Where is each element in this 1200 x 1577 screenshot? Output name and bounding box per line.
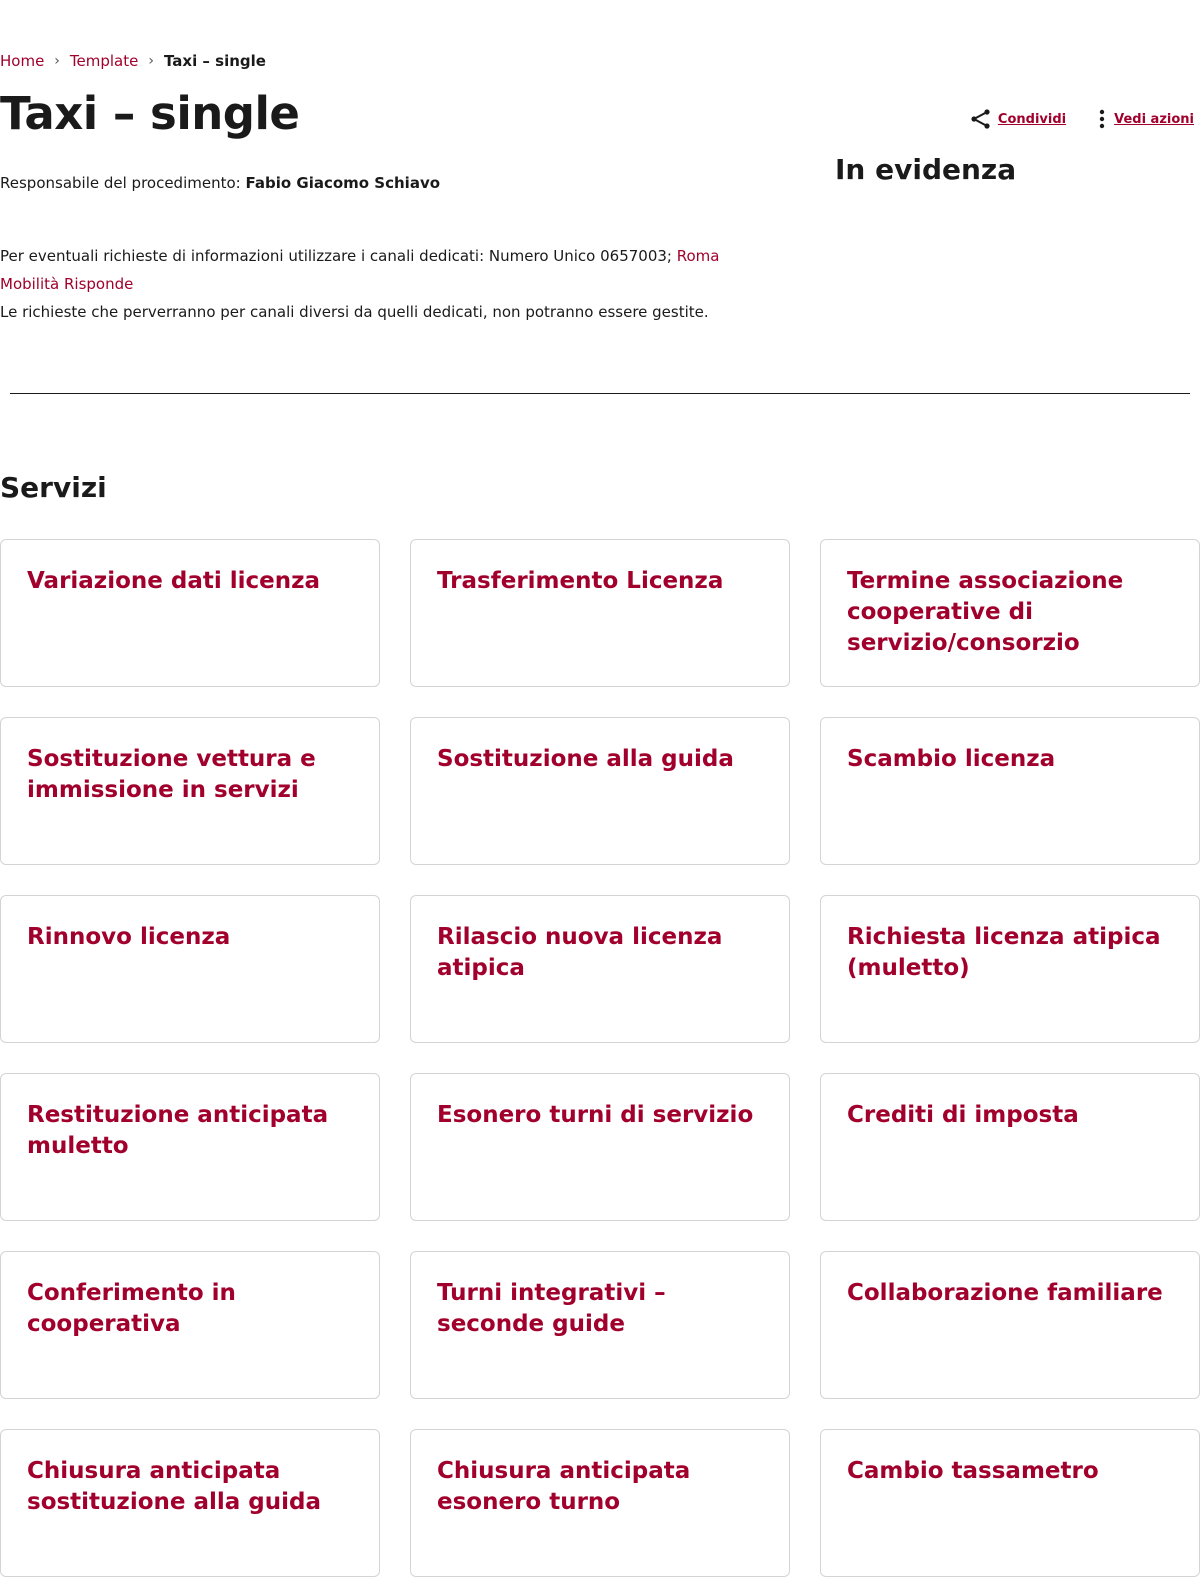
more-actions-label: Vedi azioni bbox=[1114, 111, 1194, 127]
service-card-title: Conferimento in cooperativa bbox=[27, 1280, 236, 1337]
service-card[interactable] bbox=[0, 539, 380, 687]
service-card-title: Termine associazione cooperative di servizio/consorzio bbox=[847, 568, 1124, 656]
info-text: Per eventuali richieste di informazioni utilizzare i canali dedicati: Numero Unico 0657003; bbox=[0, 247, 677, 265]
breadcrumb-template-link[interactable]: Template bbox=[69, 52, 139, 70]
service-card[interactable] bbox=[410, 1251, 790, 1399]
service-card[interactable] bbox=[410, 895, 790, 1043]
highlight-title: In evidenza bbox=[835, 153, 1017, 186]
service-card-title: Variazione dati licenza bbox=[27, 568, 321, 594]
service-card[interactable] bbox=[820, 717, 1200, 865]
info-note: Le richieste che perverranno per canali diversi da quelli dedicati, non potranno essere gestite. bbox=[0, 303, 709, 321]
service-card-title: Collaborazione familiare bbox=[847, 1280, 1163, 1306]
service-card-title: Crediti di imposta bbox=[847, 1102, 1079, 1128]
service-card-title: Esonero turni di servizio bbox=[437, 1102, 754, 1128]
service-card[interactable] bbox=[410, 1073, 790, 1221]
page-title: Taxi – single bbox=[0, 87, 300, 140]
breadcrumb-separator: › bbox=[54, 53, 60, 69]
services-grid bbox=[0, 539, 1200, 1577]
service-card[interactable] bbox=[410, 717, 790, 865]
service-card[interactable] bbox=[820, 539, 1200, 687]
breadcrumb-separator: › bbox=[148, 53, 154, 69]
service-card[interactable] bbox=[820, 895, 1200, 1043]
breadcrumb-current: Taxi – single bbox=[163, 52, 266, 70]
section-divider bbox=[10, 393, 1190, 394]
breadcrumb bbox=[0, 50, 266, 72]
service-card[interactable] bbox=[0, 895, 380, 1043]
service-card-title: Cambio tassametro bbox=[847, 1458, 1099, 1484]
service-card-title: Rinnovo licenza bbox=[27, 924, 231, 950]
more-actions-button[interactable] bbox=[1096, 108, 1194, 130]
service-card[interactable] bbox=[410, 539, 790, 687]
more-vertical-icon bbox=[1096, 108, 1108, 130]
service-card[interactable] bbox=[0, 1429, 380, 1577]
service-card-title: Chiusura anticipata sostituzione alla guida bbox=[27, 1458, 322, 1515]
service-card-title: Rilascio nuova licenza atipica bbox=[437, 924, 723, 981]
service-card[interactable] bbox=[0, 1073, 380, 1221]
service-card[interactable] bbox=[0, 1251, 380, 1399]
service-card-title: Chiusura anticipata esonero turno bbox=[437, 1458, 691, 1515]
responsible-name: Fabio Giacomo Schiavo bbox=[245, 174, 441, 192]
service-card[interactable] bbox=[0, 717, 380, 865]
share-label: Condividi bbox=[997, 111, 1067, 127]
responsible-label: Responsabile del procedimento: bbox=[0, 174, 246, 192]
services-title: Servizi bbox=[0, 471, 107, 504]
service-card-title: Sostituzione vettura e immissione in servizi bbox=[27, 746, 316, 803]
service-card[interactable] bbox=[820, 1073, 1200, 1221]
service-card-title: Sostituzione alla guida bbox=[437, 746, 734, 772]
share-button[interactable] bbox=[970, 108, 1066, 130]
roma-mobilita-link[interactable]: Roma Mobilità Risponde bbox=[0, 247, 720, 293]
responsible-info bbox=[0, 172, 440, 194]
service-card-title: Scambio licenza bbox=[847, 746, 1056, 772]
page-actions bbox=[970, 108, 1194, 130]
service-card-title: Turni integrativi – seconde guide bbox=[437, 1280, 666, 1337]
service-card[interactable] bbox=[410, 1429, 790, 1577]
service-card-title: Restituzione anticipata muletto bbox=[27, 1102, 329, 1159]
service-card[interactable] bbox=[820, 1251, 1200, 1399]
service-card-title: Trasferimento Licenza bbox=[437, 568, 724, 594]
breadcrumb-home-link[interactable]: Home bbox=[0, 52, 45, 70]
share-icon bbox=[970, 108, 992, 130]
info-paragraph bbox=[0, 242, 760, 326]
service-card[interactable] bbox=[820, 1429, 1200, 1577]
service-card-title: Richiesta licenza atipica (muletto) bbox=[847, 924, 1161, 981]
